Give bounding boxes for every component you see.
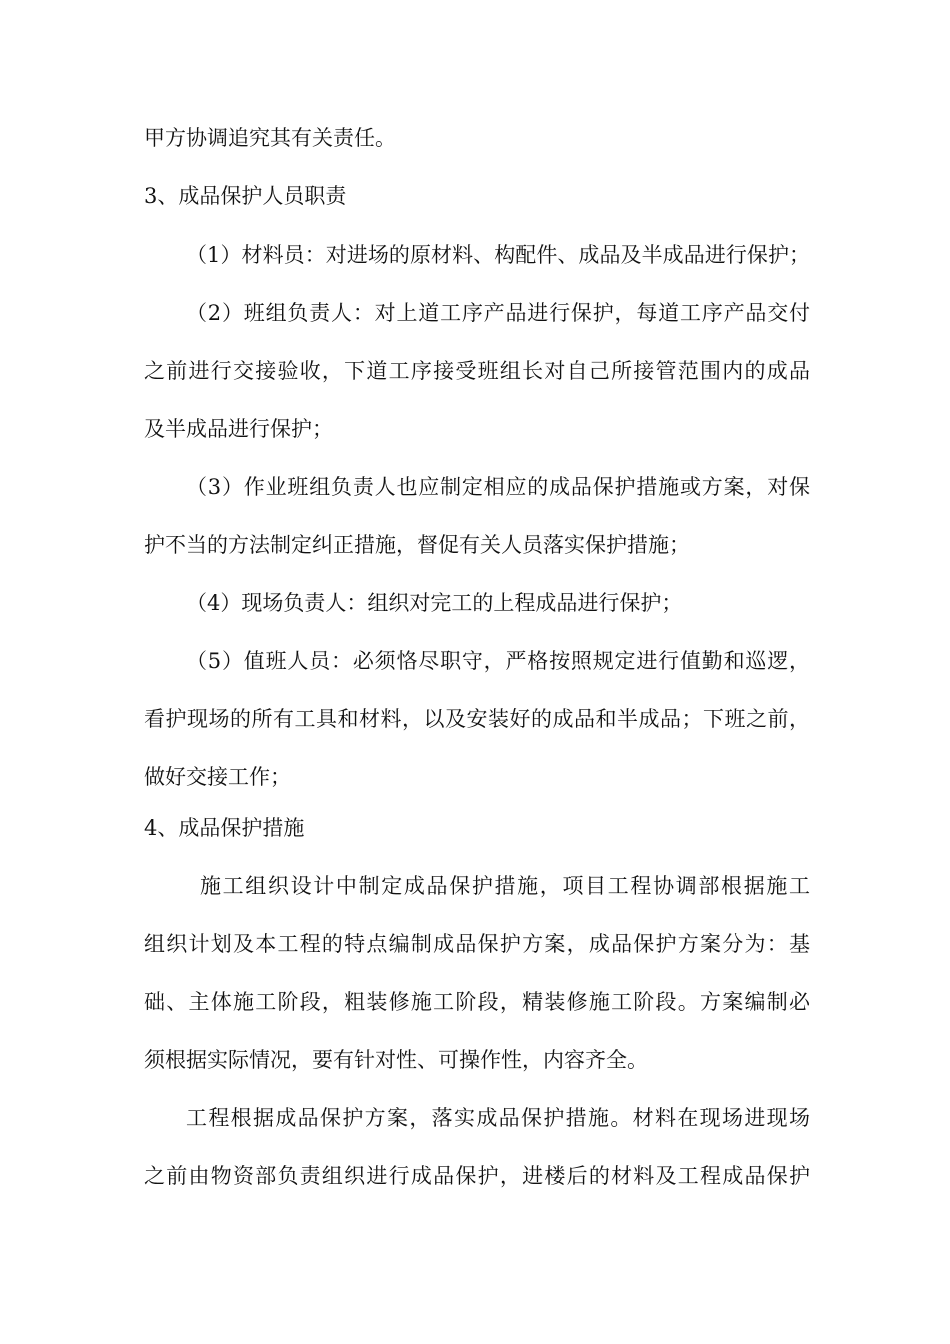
- text-line-11: 看护现场的所有工具和材料，以及安装好的成品和半成品；下班之前，: [144, 707, 810, 731]
- text-line-6: 及半成品进行保护；: [144, 417, 333, 441]
- text-line-16: 础、主体施工阶段，粗装修施工阶段，精装修施工阶段。方案编制必: [144, 990, 810, 1014]
- text-line-14: 施工组织设计中制定成品保护措施，项目工程协调部根据施工: [200, 874, 810, 898]
- text-line-7: （3）作业班组负责人也应制定相应的成品保护措施或方案，对保: [186, 475, 810, 499]
- text-line-5: 之前进行交接验收，下道工序接受班组长对自己所接管范围内的成品: [144, 359, 810, 383]
- text-line-4: （2）班组负责人：对上道工序产品进行保护，每道工序产品交付: [186, 301, 810, 325]
- text-line-10: （5）值班人员：必须恪尽职守，严格按照规定进行值勤和巡逻，: [186, 649, 810, 673]
- text-line-18: 工程根据成品保护方案，落实成品保护措施。材料在现场进现场: [186, 1106, 810, 1130]
- text-line-12: 做好交接工作；: [144, 765, 291, 789]
- section-heading-3: 3、成品保护人员职责: [144, 184, 347, 208]
- text-line-17: 须根据实际情况，要有针对性、可操作性，内容齐全。: [144, 1048, 648, 1072]
- text-line-8: 护不当的方法制定纠正措施，督促有关人员落实保护措施；: [144, 533, 690, 557]
- section-heading-4: 4、成品保护措施: [144, 816, 305, 840]
- text-line-9: （4）现场负责人：组织对完工的上程成品进行保护；: [186, 591, 683, 615]
- text-line-1: 甲方协调追究其有关责任。: [144, 126, 396, 150]
- text-line-15: 组织计划及本工程的特点编制成品保护方案，成品保护方案分为：基: [144, 932, 810, 956]
- text-line-19: 之前由物资部负责组织进行成品保护，进楼后的材料及工程成品保护: [144, 1164, 810, 1188]
- text-line-3: （1）材料员：对进场的原材料、构配件、成品及半成品进行保护；: [186, 243, 810, 267]
